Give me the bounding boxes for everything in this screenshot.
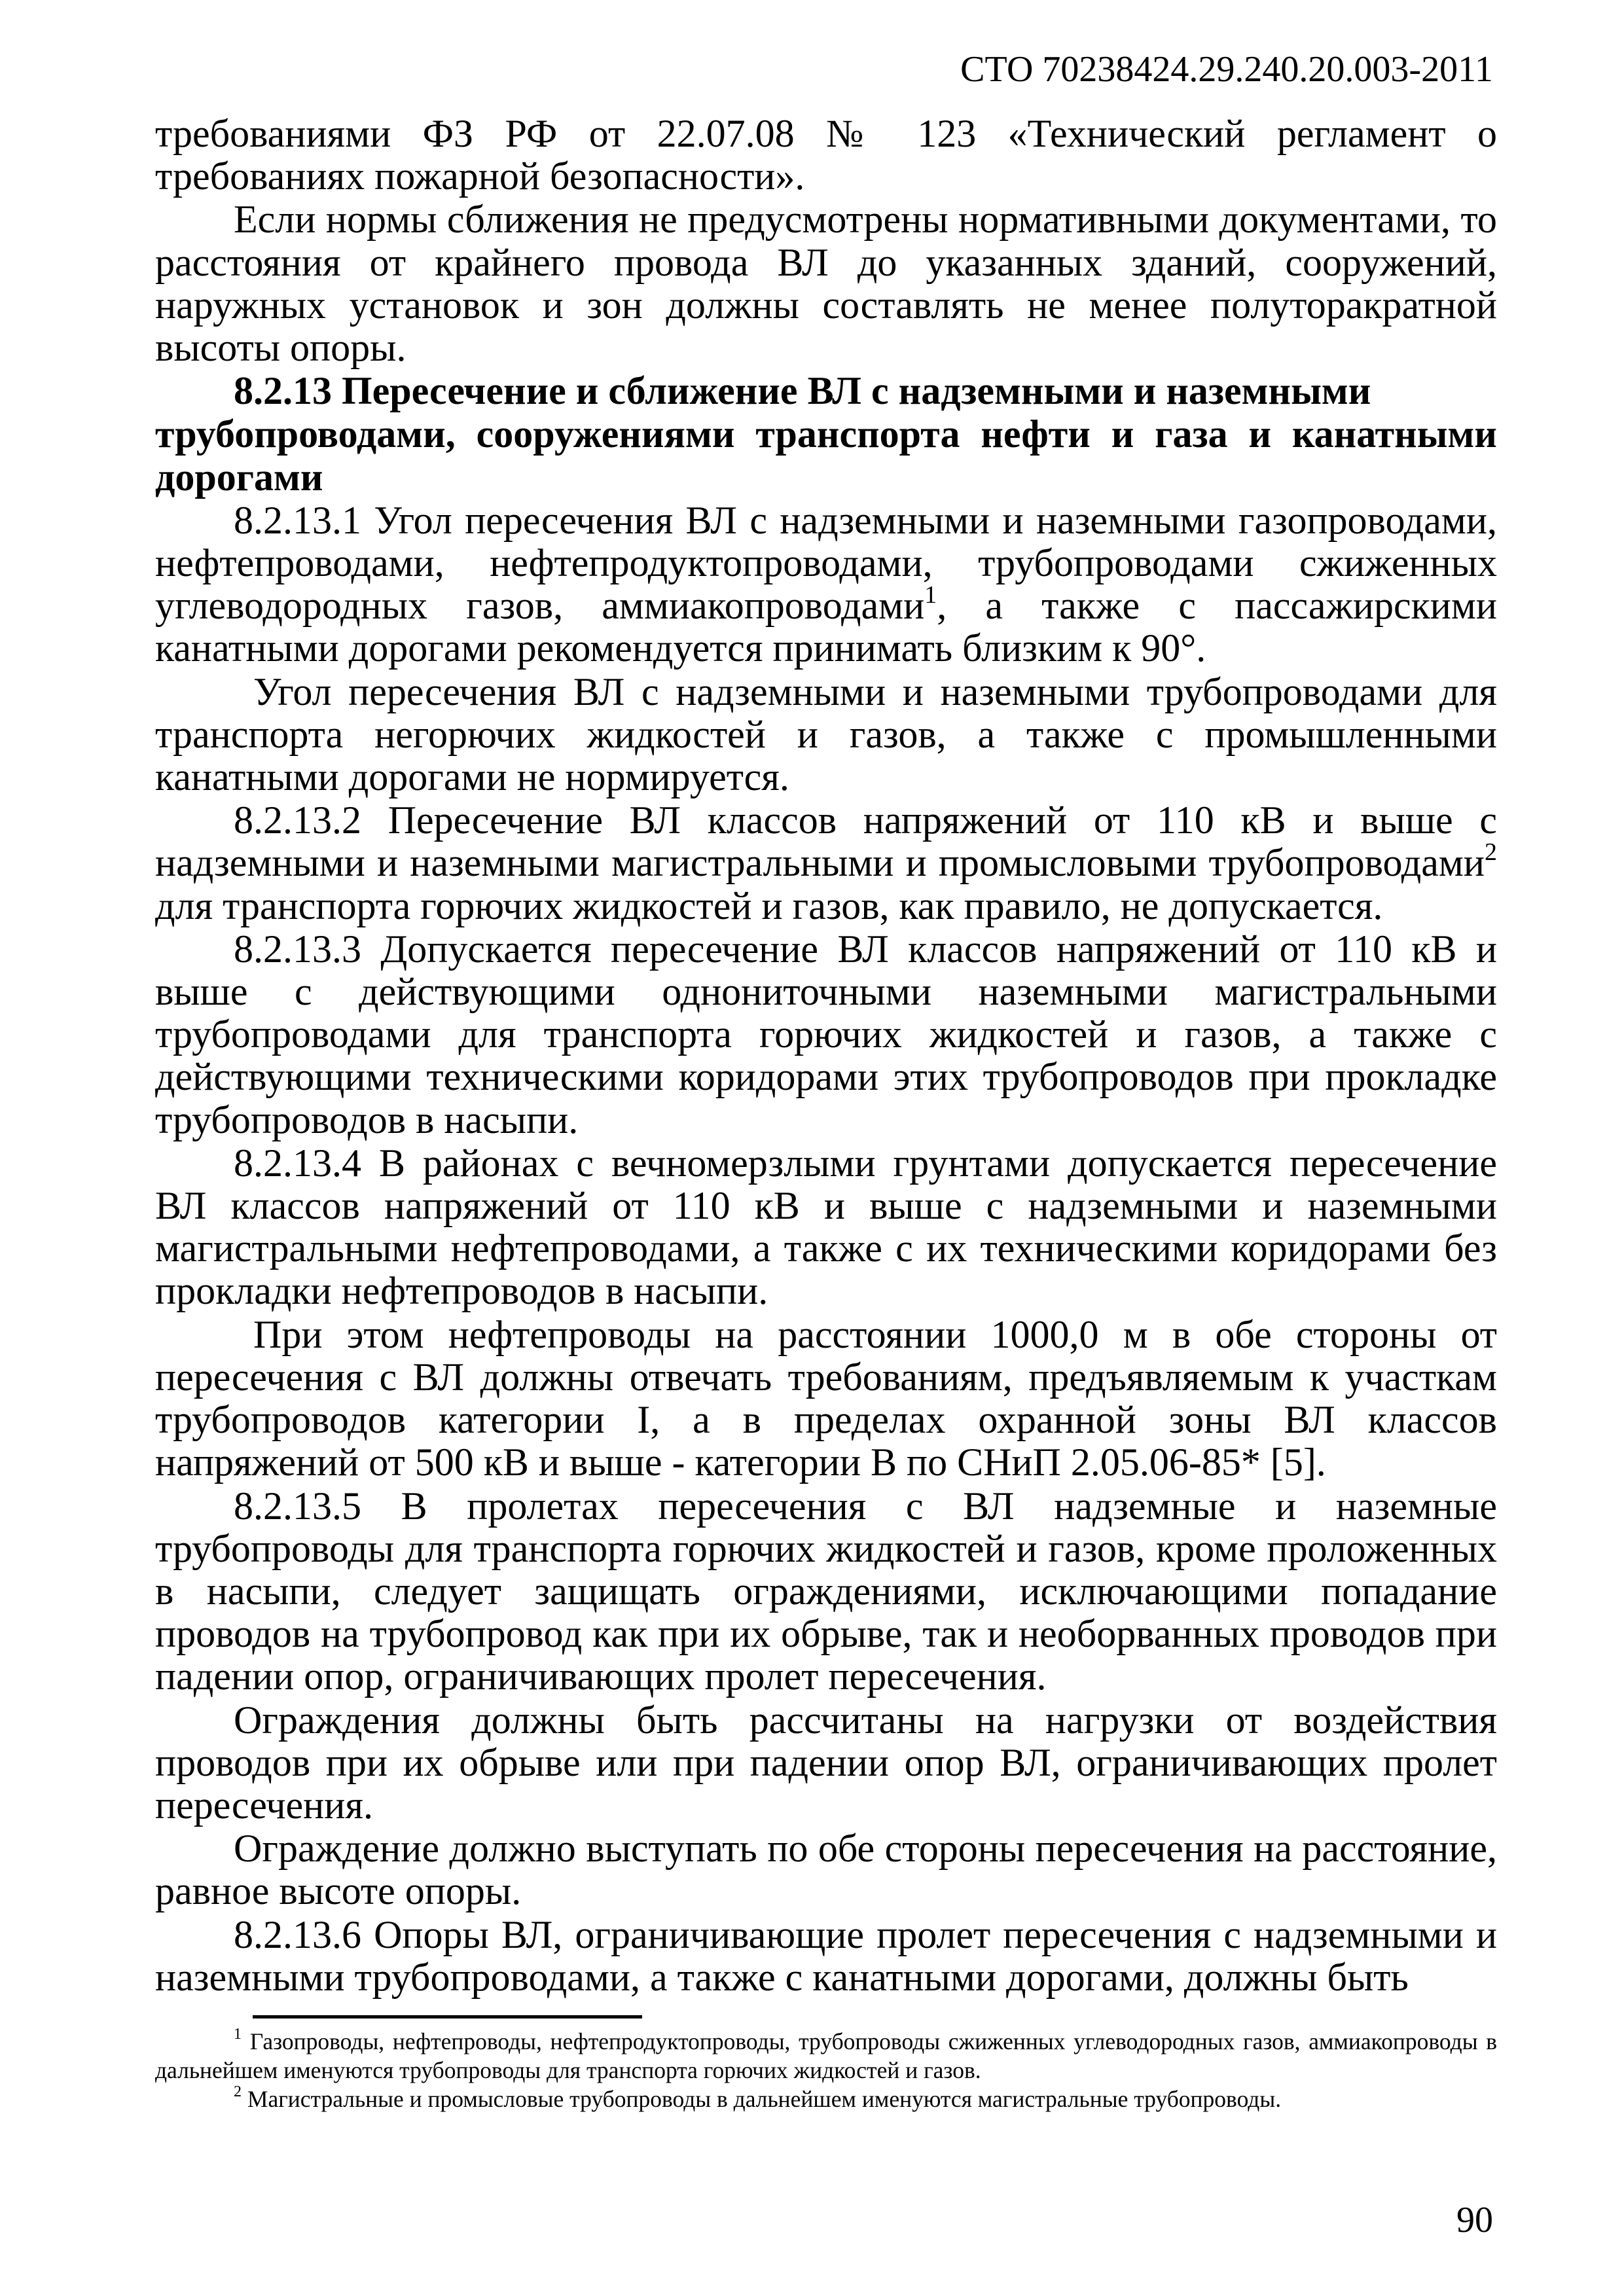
section-heading-8-2-13-cont: трубопроводами, сооружениями транспорта нефти и газа и канатными дорогами (155, 412, 1497, 499)
paragraph-text: для транспорта горючих жидкостей и газов, как правило, не допускается. (155, 884, 1383, 927)
footnote-ref-2[interactable]: 2 (1485, 838, 1497, 867)
footnote-separator (253, 2015, 642, 2018)
paragraph-pipeline-category: При этом нефтепроводы на расстоянии 1000,0 м в обе стороны от пересечения с ВЛ должны отвечать требованиям, предъявляемым к участкам трубопроводов категории I, а в пределах охранной зоны ВЛ классов напряжений от 500 кВ и выше - категории В по СНиП 2.05.06-85* [5]. (155, 1312, 1497, 1484)
footnote-2 (155, 2085, 1497, 2113)
footnote-ref-1[interactable]: 1 (924, 581, 937, 609)
document-code-header: СТО 70238424.29.240.20.003-2011 (960, 49, 1493, 90)
paragraph-8-2-13-6: 8.2.13.6 Опоры ВЛ, ограничивающие пролет пересечения с надземными и наземными трубопроводами, а также с канатными дорогами, должны быть (155, 1912, 1497, 1999)
page-number: 90 (1456, 2200, 1493, 2240)
footnote-text: Газопроводы, нефтепроводы, нефтепродуктопроводы, трубопроводы сжиженных углеводородных газов, аммиакопроводы в дальнейшем именуются трубопроводы для транспорта горючих жидкостей и газов. (155, 2028, 1497, 2083)
paragraph-continuation: требованиями ФЗ РФ от 22.07.08 № 123 «Технический регламент о требованиях пожарной безопасности». (155, 112, 1497, 198)
paragraph-text: 8.2.13.2 Пересечение ВЛ классов напряжений от 110 кВ и выше с надземными и наземными магистральными и промысловыми трубопроводами (155, 798, 1497, 885)
paragraph-8-2-13-2 (155, 799, 1497, 927)
section-heading-8-2-13: 8.2.13 Пересечение и сближение ВЛ с надземными и наземными (234, 369, 1371, 413)
paragraph-8-2-13-3: 8.2.13.3 Допускается пересечение ВЛ классов напряжений от 110 кВ и выше с действующими однониточными наземными магистральными трубопроводами для транспорта горючих жидкостей и газов, а также с действующими техническими коридорами этих трубопроводов при прокладке трубопроводов в насыпи. (155, 927, 1497, 1141)
paragraph-fence-extent: Ограждение должно выступать по обе стороны пересечения на расстояние, равное высоте опоры. (155, 1827, 1497, 1913)
paragraph-text: 8.2.13.1 Угол пересечения ВЛ с надземными и наземными газопроводами, нефтепроводами, нефтепродуктопроводами, трубопроводами сжиженных углеводородных газов, аммиакопроводами (155, 498, 1497, 628)
document-body (155, 113, 1497, 2000)
paragraph-8-2-13-5: 8.2.13.5 В пролетах пересечения с ВЛ надземные и наземные трубопроводы для транспорта горючих жидкостей и газов, кроме проложенных в насыпи, следует защищать ограждениями, исключающими попадание проводов на трубопровод как при их обрыве, так и необорванных проводов при падении опор, ограничивающих пролет пересечения. (155, 1484, 1497, 1698)
footnote-text: Магистральные и промысловые трубопроводы в дальнейшем именуются магистральные трубопроводы. (242, 2086, 1282, 2112)
paragraph-8-2-13-4: 8.2.13.4 В районах с вечномерзлыми грунтами допускается пересечение ВЛ классов напряжений от 110 кВ и выше с надземными и наземными магистральными нефтепроводами, а также с их техническими коридорами без прокладки нефтепроводов в насыпи. (155, 1141, 1497, 1313)
paragraph-text: , а также с пассажирскими канатными дорогами рекомендуется принимать близким к 90°. (155, 584, 1497, 670)
footnotes (155, 2027, 1497, 2113)
paragraph-distance-rule: Если нормы сближения не предусмотрены нормативными документами, то расстояния от крайнего провода ВЛ до указанных зданий, сооружений, наружных установок и зон должны составлять не менее полуторакратной высоты опоры. (155, 198, 1497, 370)
paragraph-fence-loads: Ограждения должны быть рассчитаны на нагрузки от воздействия проводов при их обрыве или при падении опор ВЛ, ограничивающих пролет пересечения. (155, 1698, 1497, 1827)
paragraph-nonflammable: Угол пересечения ВЛ с надземными и наземными трубопроводами для транспорта негорючих жидкостей и газов, а также с промышленными канатными дорогами не нормируется. (155, 670, 1497, 799)
footnote-mark: 2 (234, 2083, 242, 2100)
footnote-1 (155, 2027, 1497, 2085)
paragraph-8-2-13-1 (155, 499, 1497, 670)
footnote-mark: 1 (234, 2026, 242, 2043)
